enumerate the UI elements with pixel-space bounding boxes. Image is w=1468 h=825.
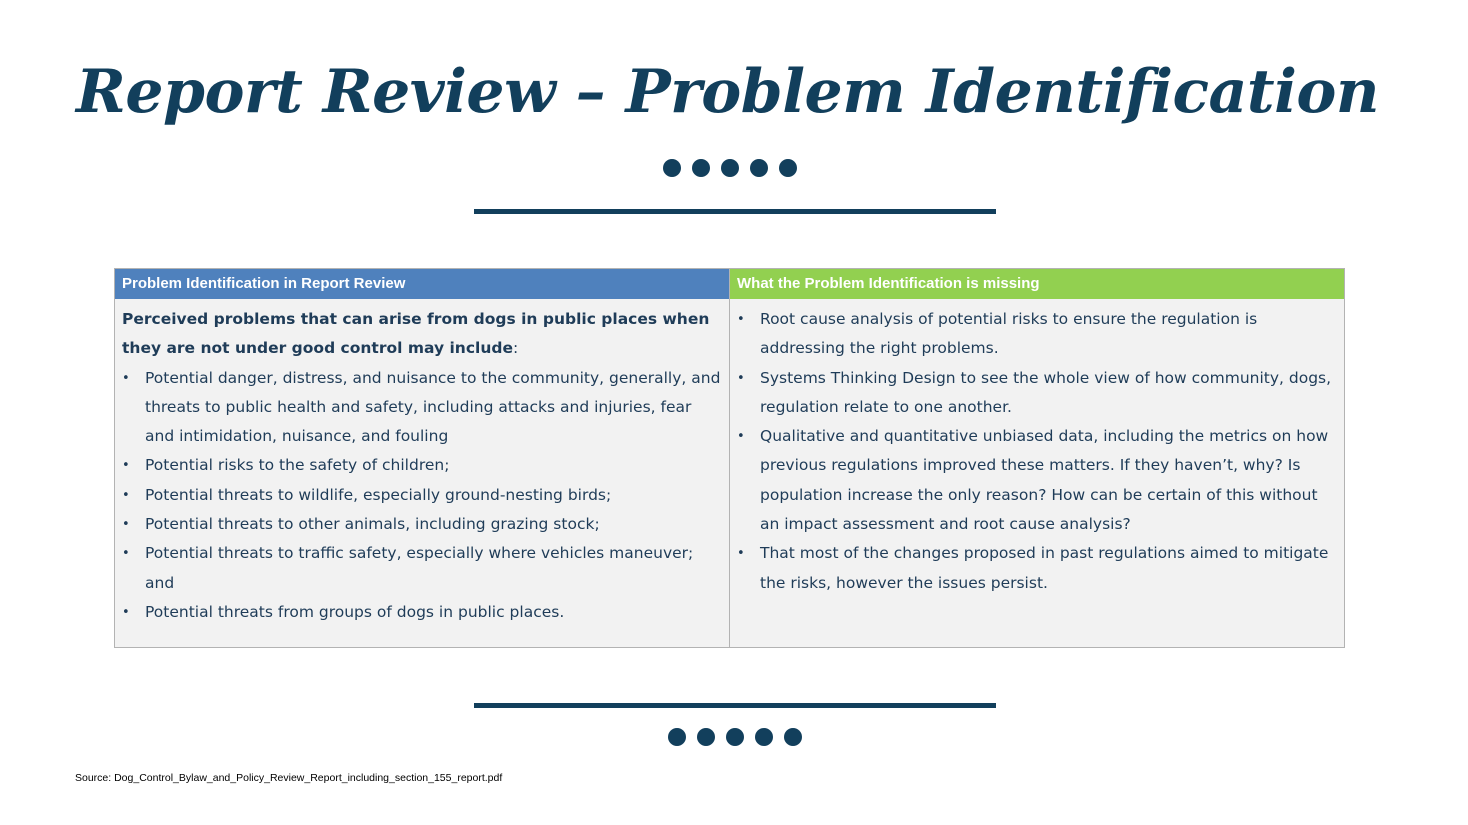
list-item: • Potential threats to traffic safety, especially where vehicles maneuver; and [122, 539, 723, 598]
table-header-row [115, 269, 1344, 299]
left-cell [115, 299, 730, 647]
dot-icon [779, 159, 797, 177]
list-item: • Potential threats to wildlife, especially ground-nesting birds; [122, 481, 723, 510]
decorative-dots-bottom [668, 728, 802, 746]
dot-icon [726, 728, 744, 746]
divider-bottom [474, 703, 996, 708]
right-column-header: What the Problem Identification is missing [730, 269, 1344, 299]
dot-icon [668, 728, 686, 746]
list-item: • That most of the changes proposed in past regulations aimed to mitigate the risks, however the issues persist. [737, 539, 1334, 598]
dot-icon [697, 728, 715, 746]
slide-title: Report Review – Problem Identification [76, 57, 1380, 127]
list-item: • Potential threats to other animals, including grazing stock; [122, 510, 723, 539]
list-item: • Potential danger, distress, and nuisance to the community, generally, and threats to public health and safety, including attacks and injuries, fear and intimidation, nuisance, and fouling [122, 364, 723, 452]
dot-icon [663, 159, 681, 177]
list-item: • Qualitative and quantitative unbiased data, including the metrics on how previous regulations improved these matters. If they haven’t, why? Is population increase the only reason? How can be certain of this without an impact assessment and root cause analysis? [737, 422, 1334, 539]
table-body-row [115, 299, 1344, 647]
right-cell [730, 299, 1344, 647]
left-bullet-list [122, 364, 723, 628]
list-item: • Systems Thinking Design to see the whole view of how community, dogs, regulation relate to one another. [737, 364, 1334, 423]
dot-icon [692, 159, 710, 177]
dot-icon [755, 728, 773, 746]
left-column-header: Problem Identification in Report Review [115, 269, 730, 299]
right-bullet-list [737, 305, 1334, 598]
dot-icon [784, 728, 802, 746]
left-lead-tail: : [512, 339, 519, 358]
dot-icon [750, 159, 768, 177]
list-item: • Potential risks to the safety of children; [122, 451, 723, 480]
list-item: • Potential threats from groups of dogs in public places. [122, 598, 723, 627]
left-lead-bold: Perceived problems that can arise from dogs in public places when they are not under good control may include [122, 310, 710, 358]
source-citation: Source: Dog_Control_Bylaw_and_Policy_Review_Report_including_section_155_report.pdf [75, 772, 503, 784]
left-lead-paragraph [122, 305, 723, 364]
list-item: • Root cause analysis of potential risks to ensure the regulation is addressing the right problems. [737, 305, 1334, 364]
decorative-dots-top [663, 159, 797, 177]
comparison-table [114, 268, 1345, 648]
divider-top [474, 209, 996, 214]
dot-icon [721, 159, 739, 177]
